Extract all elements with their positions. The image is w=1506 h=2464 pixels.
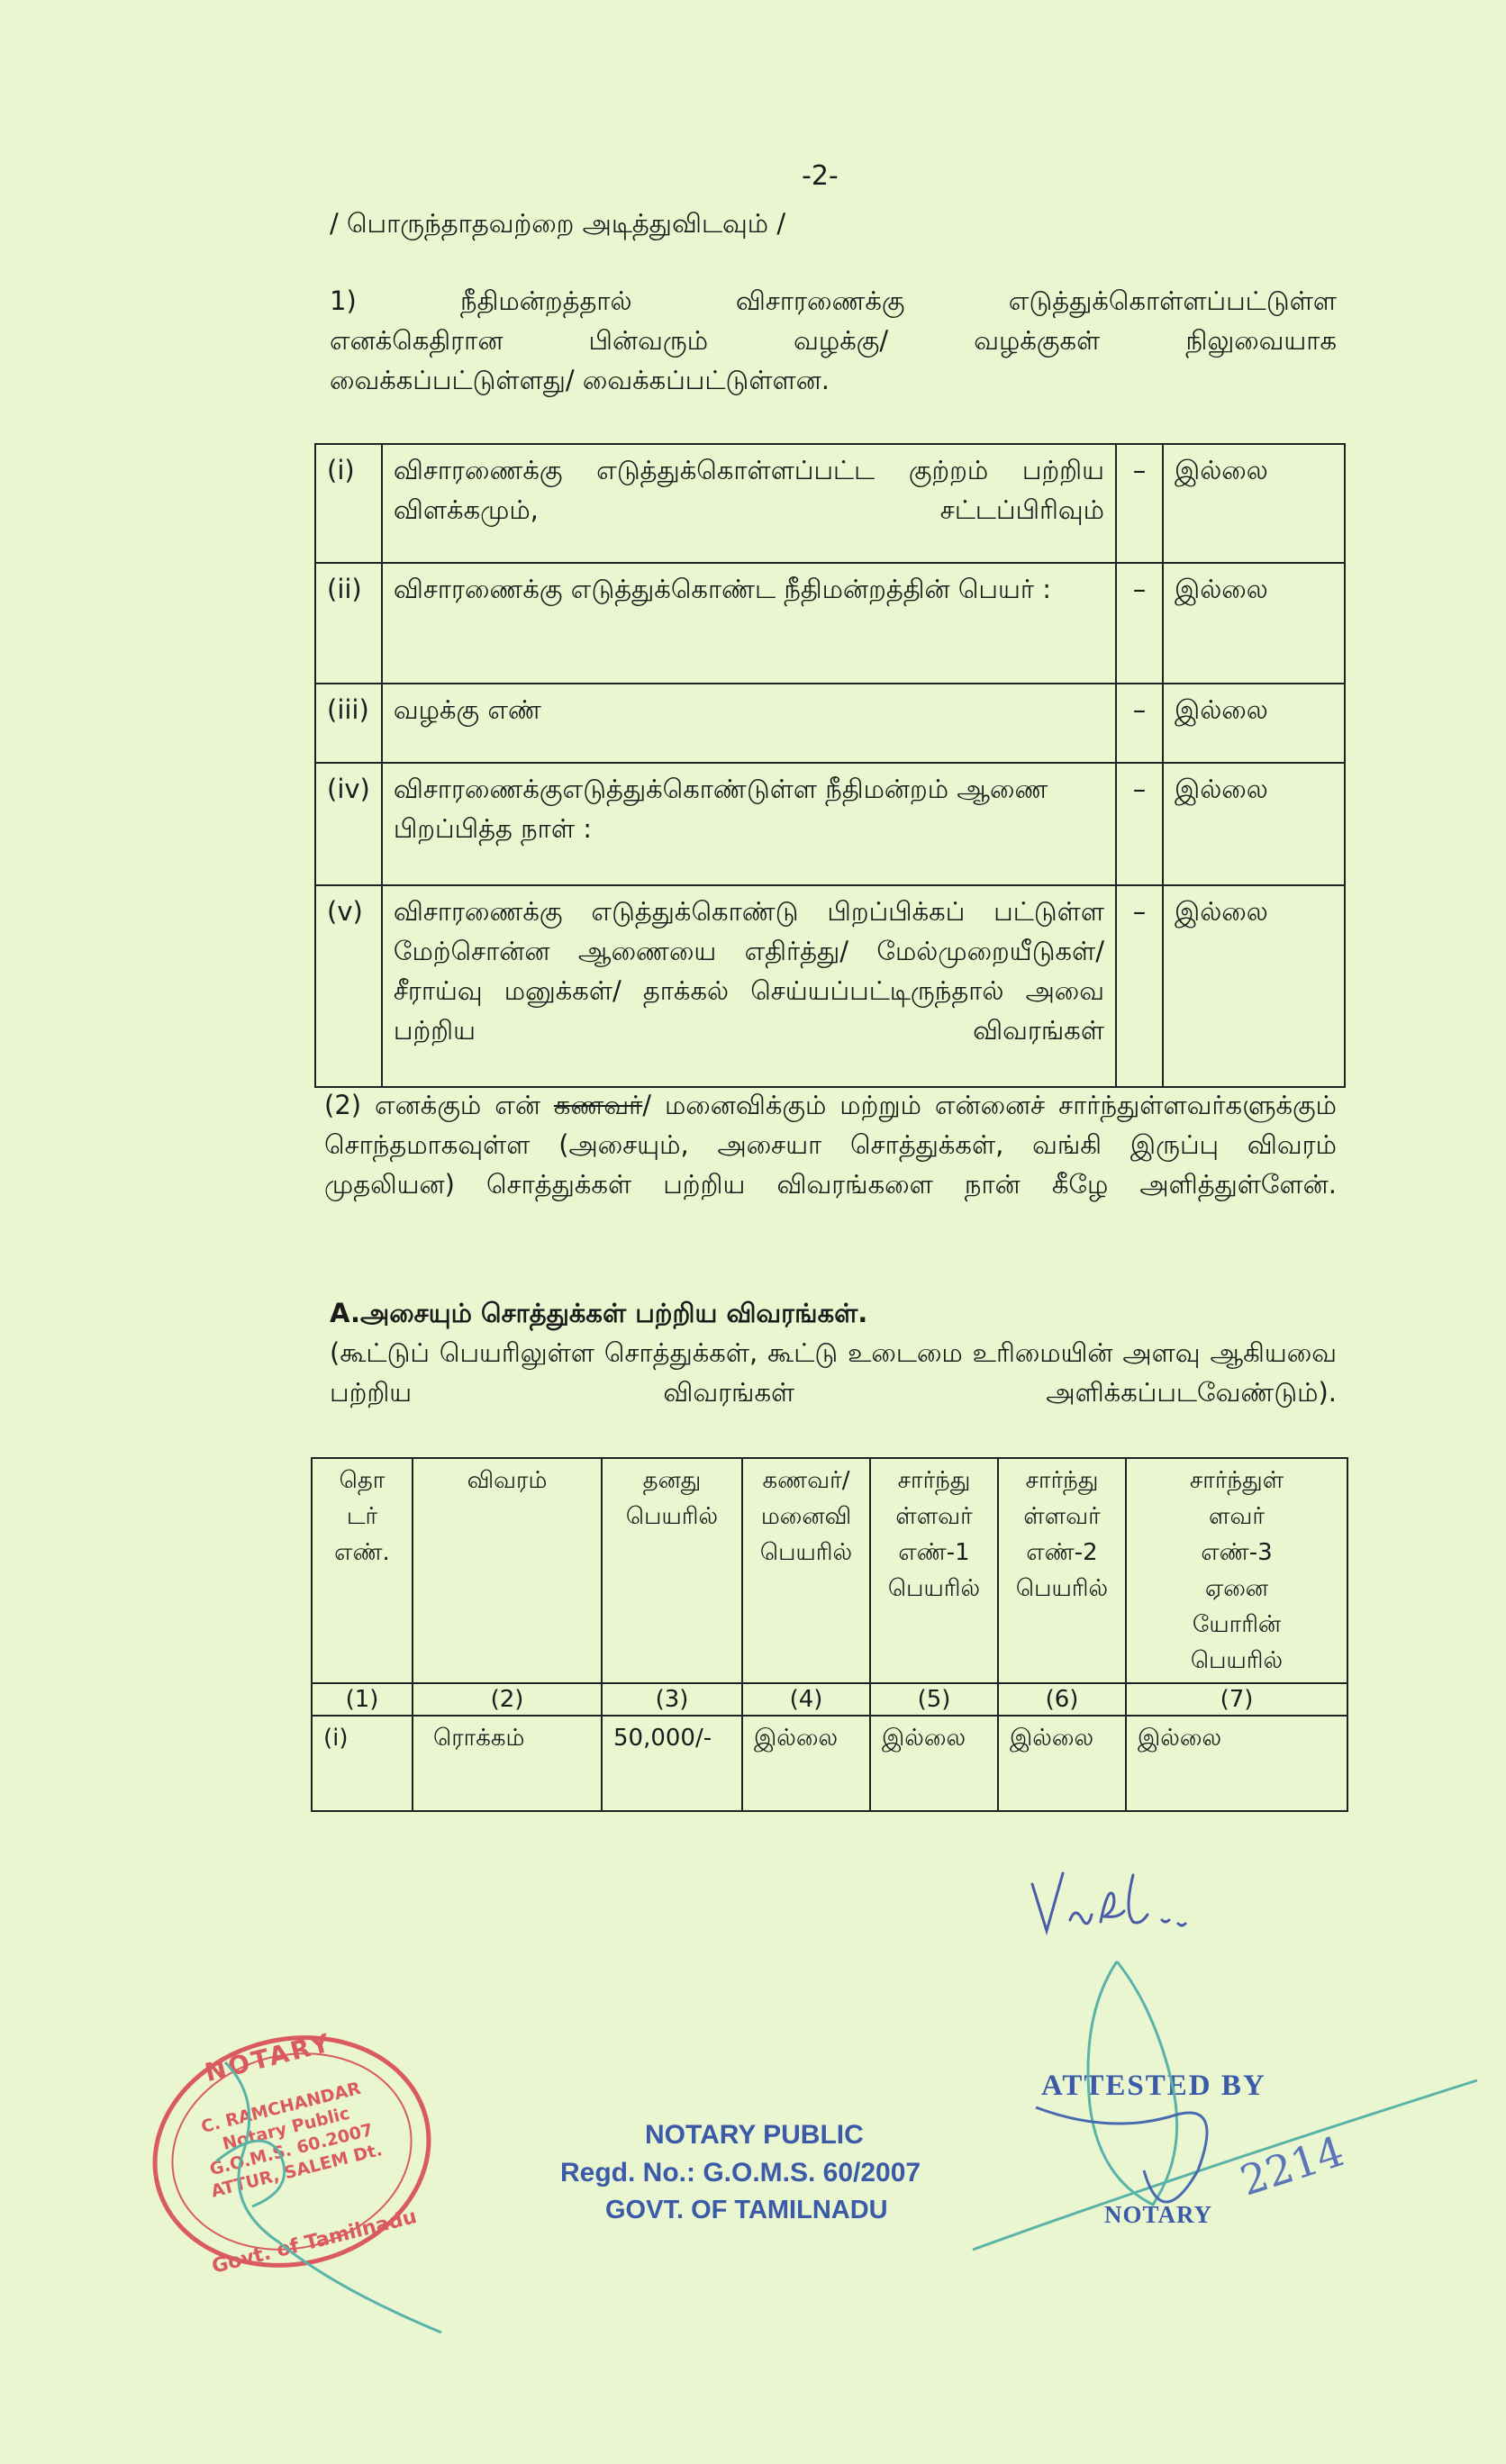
header-dependent-2: சார்ந்து ள்ளவர் எண்-2 பெயரில் (998, 1458, 1126, 1683)
dash: – (1116, 444, 1163, 563)
case-value: இல்லை (1163, 763, 1345, 885)
dash: – (1116, 684, 1163, 763)
table-row (315, 763, 1345, 885)
pending-cases-table (314, 443, 1346, 1088)
case-value: இல்லை (1163, 684, 1345, 763)
column-number: (3) (602, 1683, 742, 1716)
notary-label: NOTARY (1104, 2201, 1213, 2228)
header-dependent-1: சார்ந்து ள்ளவர் எண்-1 பெயரில் (870, 1458, 998, 1683)
signature (1027, 1866, 1225, 1947)
para1-word: நீதிமன்றத்தால் (460, 285, 632, 316)
para1-word: பின்வரும் (588, 325, 709, 356)
strike-out-instruction: / பொருந்தாதவற்றை அடித்துவிடவும் / (330, 208, 786, 239)
row-number: (iv) (315, 763, 382, 885)
movable-assets-table (311, 1457, 1348, 1812)
case-description: விசாரணைக்கு எடுத்துக்கொண்டு பிறப்பிக்கப் பட்டுள்ள மேற்சொன்ன ஆணையை எதிர்த்து/ மேல்முறையீடுகள்/ சீராய்வு மனுக்கள்/ தாக்கல் செய்யப்பட்டிருந்தால் அவை பற்றிய விவரங்கள் (382, 885, 1116, 1087)
para2-prefix: (2) எனக்கும் என் (324, 1090, 554, 1120)
table-cell: இல்லை (742, 1716, 870, 1811)
row-number: (ii) (315, 563, 382, 684)
case-value: இல்லை (1163, 885, 1345, 1087)
header-dependent-3: சார்ந்துள் ளவர் எண்-3 ஏனை யோரின் பெயரில் (1126, 1458, 1347, 1683)
case-value: இல்லை (1163, 563, 1345, 684)
header-description: விவரம் (413, 1458, 602, 1683)
section-a-note: (கூட்டுப் பெயரிலுள்ள சொத்துக்கள், கூட்டு உடைமை உரிமையின் அளவு ஆகியவை பற்றிய விவரங்கள் அளிக்கப்படவேண்டும்). (330, 1337, 1337, 1408)
header-row (312, 1458, 1347, 1683)
table-row (315, 684, 1345, 763)
column-number-row (312, 1683, 1347, 1716)
row-number: (i) (315, 444, 382, 563)
para1-word: நிலுவையாக (1185, 325, 1337, 356)
para1-word: எடுத்துக்கொள்ளப்பட்டுள்ள (1008, 285, 1337, 316)
table-row (312, 1716, 1347, 1811)
header-self: தனது பெயரில் (602, 1458, 742, 1683)
header-serial: தொ டர் எண். (312, 1458, 413, 1683)
table-cell: இல்லை (870, 1716, 998, 1811)
table-row (315, 563, 1345, 684)
para1-line: வைக்கப்பட்டுள்ளது/ வைக்கப்பட்டுள்ளன. (330, 365, 830, 395)
para1-word: விசாரணைக்கு (735, 285, 905, 316)
case-description: விசாரணைக்குஎடுத்துக்கொண்டுள்ள நீதிமன்றம் ஆணை பிறப்பித்த நாள் : (382, 763, 1116, 885)
dash: – (1116, 763, 1163, 885)
row-number: (iii) (315, 684, 382, 763)
table-cell: 50,000/- (602, 1716, 742, 1811)
struck-word: கணவர் (553, 1090, 643, 1120)
table-cell: இல்லை (998, 1716, 1126, 1811)
dash: – (1116, 563, 1163, 684)
column-number: (7) (1126, 1683, 1347, 1716)
para1-word: எனக்கெதிரான (330, 325, 504, 356)
attested-by-label: ATTESTED BY (1041, 2070, 1266, 2102)
para1-word: 1) (330, 285, 357, 316)
blue-notary-stamp: NOTARY PUBLIC Regd. No.: G.O.M.S. 60/2007 GOVT. OF TAMILNADU (560, 2120, 921, 2224)
para1-word: வழக்கு/ (794, 325, 889, 356)
section-a-title: A.அசையும் சொத்துக்கள் பற்றிய விவரங்கள். (330, 1298, 868, 1328)
paragraph-1 (330, 281, 1337, 400)
column-number: (1) (312, 1683, 413, 1716)
table-cell: இல்லை (1126, 1716, 1347, 1811)
red-notary-seal: NOTARY C. RAMCHANDAR Notary Public G.O.M.S. 60.2007 ATTUR, SALEM Dt. Govt. of Tamilnadu (128, 2007, 456, 2296)
dash: – (1116, 885, 1163, 1087)
column-number: (2) (413, 1683, 602, 1716)
column-number: (4) (742, 1683, 870, 1716)
case-description: விசாரணைக்கு எடுத்துக்கொள்ளப்பட்ட குற்றம் பற்றிய விளக்கமும், சட்டப்பிரிவும் (382, 444, 1116, 563)
para2-rest: / மனைவிக்கும் மற்றும் என்னைச் சார்ந்துள்ளவர்களுக்கும் சொந்தமாகவுள்ள (அசையும், அசையா சொத்துக்கள், வங்கி இருப்பு விவரம் முதலியன) சொத்துக்கள் பற்றிய விவரங்களை நான் கீழே அளித்துள்ளேன். (324, 1090, 1337, 1200)
header-spouse: கணவர்/ மனைவி பெயரில் (742, 1458, 870, 1683)
table-cell: (i) (312, 1716, 413, 1811)
attest-number: 2214 (1234, 2126, 1350, 2206)
para1-word: வழக்குகள் (974, 325, 1101, 356)
page-number: -2- (802, 160, 839, 192)
table-cell: ரொக்கம் (413, 1716, 602, 1811)
table-row (315, 885, 1345, 1087)
case-description: விசாரணைக்கு எடுத்துக்கொண்ட நீதிமன்றத்தின் பெயர் : (382, 563, 1116, 684)
column-number: (5) (870, 1683, 998, 1716)
paragraph-2 (324, 1085, 1337, 1204)
case-description: வழக்கு எண் (382, 684, 1116, 763)
row-number: (v) (315, 885, 382, 1087)
case-value: இல்லை (1163, 444, 1345, 563)
column-number: (6) (998, 1683, 1126, 1716)
table-row (315, 444, 1345, 563)
